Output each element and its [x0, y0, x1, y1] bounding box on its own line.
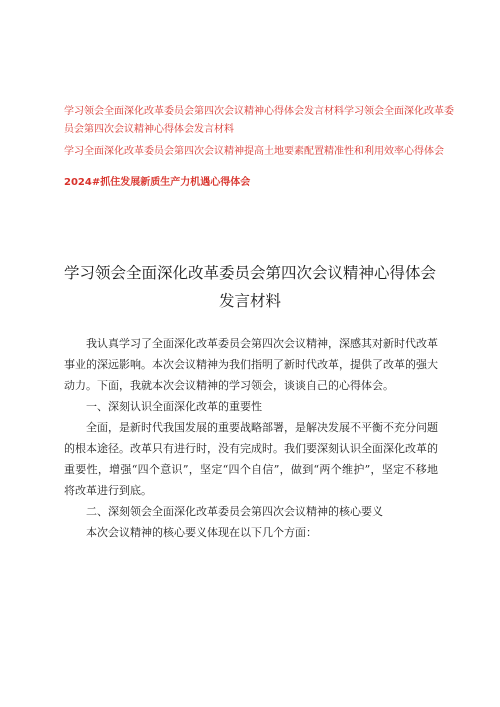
section-heading: 一、深刻认识全面深化改革的重要性 [86, 400, 262, 413]
related-link[interactable]: 学习领会全面深化改革委员会第四次会议精神心得体会发言材料学习领会全面深化改革委员会第四次会议精神心得体会发言材料 [64, 106, 454, 135]
body-paragraph: 全面，是新时代我国发展的重要战略部署，是解决发展不平衡不充分问题的根本途径。改革只有进行时，没有完成时。我们要深刻认识全面深化改革的重要性，增强“四个意识”，坚定“四个自信”，做到“两个维护”，坚定不移地将改革进行到底。 [64, 421, 438, 497]
document-title-line2: 发言材料 [218, 292, 281, 310]
document-body [64, 333, 438, 543]
section-heading: 二、深刻领会全面深化改革委员会第四次会议精神的核心要义 [86, 505, 383, 518]
related-link[interactable]: 2024#抓住发展新质生产力机遇心得体会 [64, 177, 251, 188]
document-title: 学习领会全面深化改革委员会第四次会议精神心得体会 [63, 264, 436, 282]
body-paragraph: 我认真学习了全面深化改革委员会第四次会议精神，深感其对新时代改革事业的深远影响。本次会议精神为我们指明了新时代改革，提供了改革的强大动力。下面，我就本次会议精神的学习领会，谈谈自己的心得体会。 [64, 337, 438, 392]
related-links-list [64, 103, 454, 192]
body-paragraph: 本次会议精神的核心要义体现在以下几个方面： [86, 526, 317, 539]
related-link[interactable]: 学习全面深化改革委员会第四次会议精神提高土地要素配置精准性和利用效率心得体会 [64, 146, 444, 157]
